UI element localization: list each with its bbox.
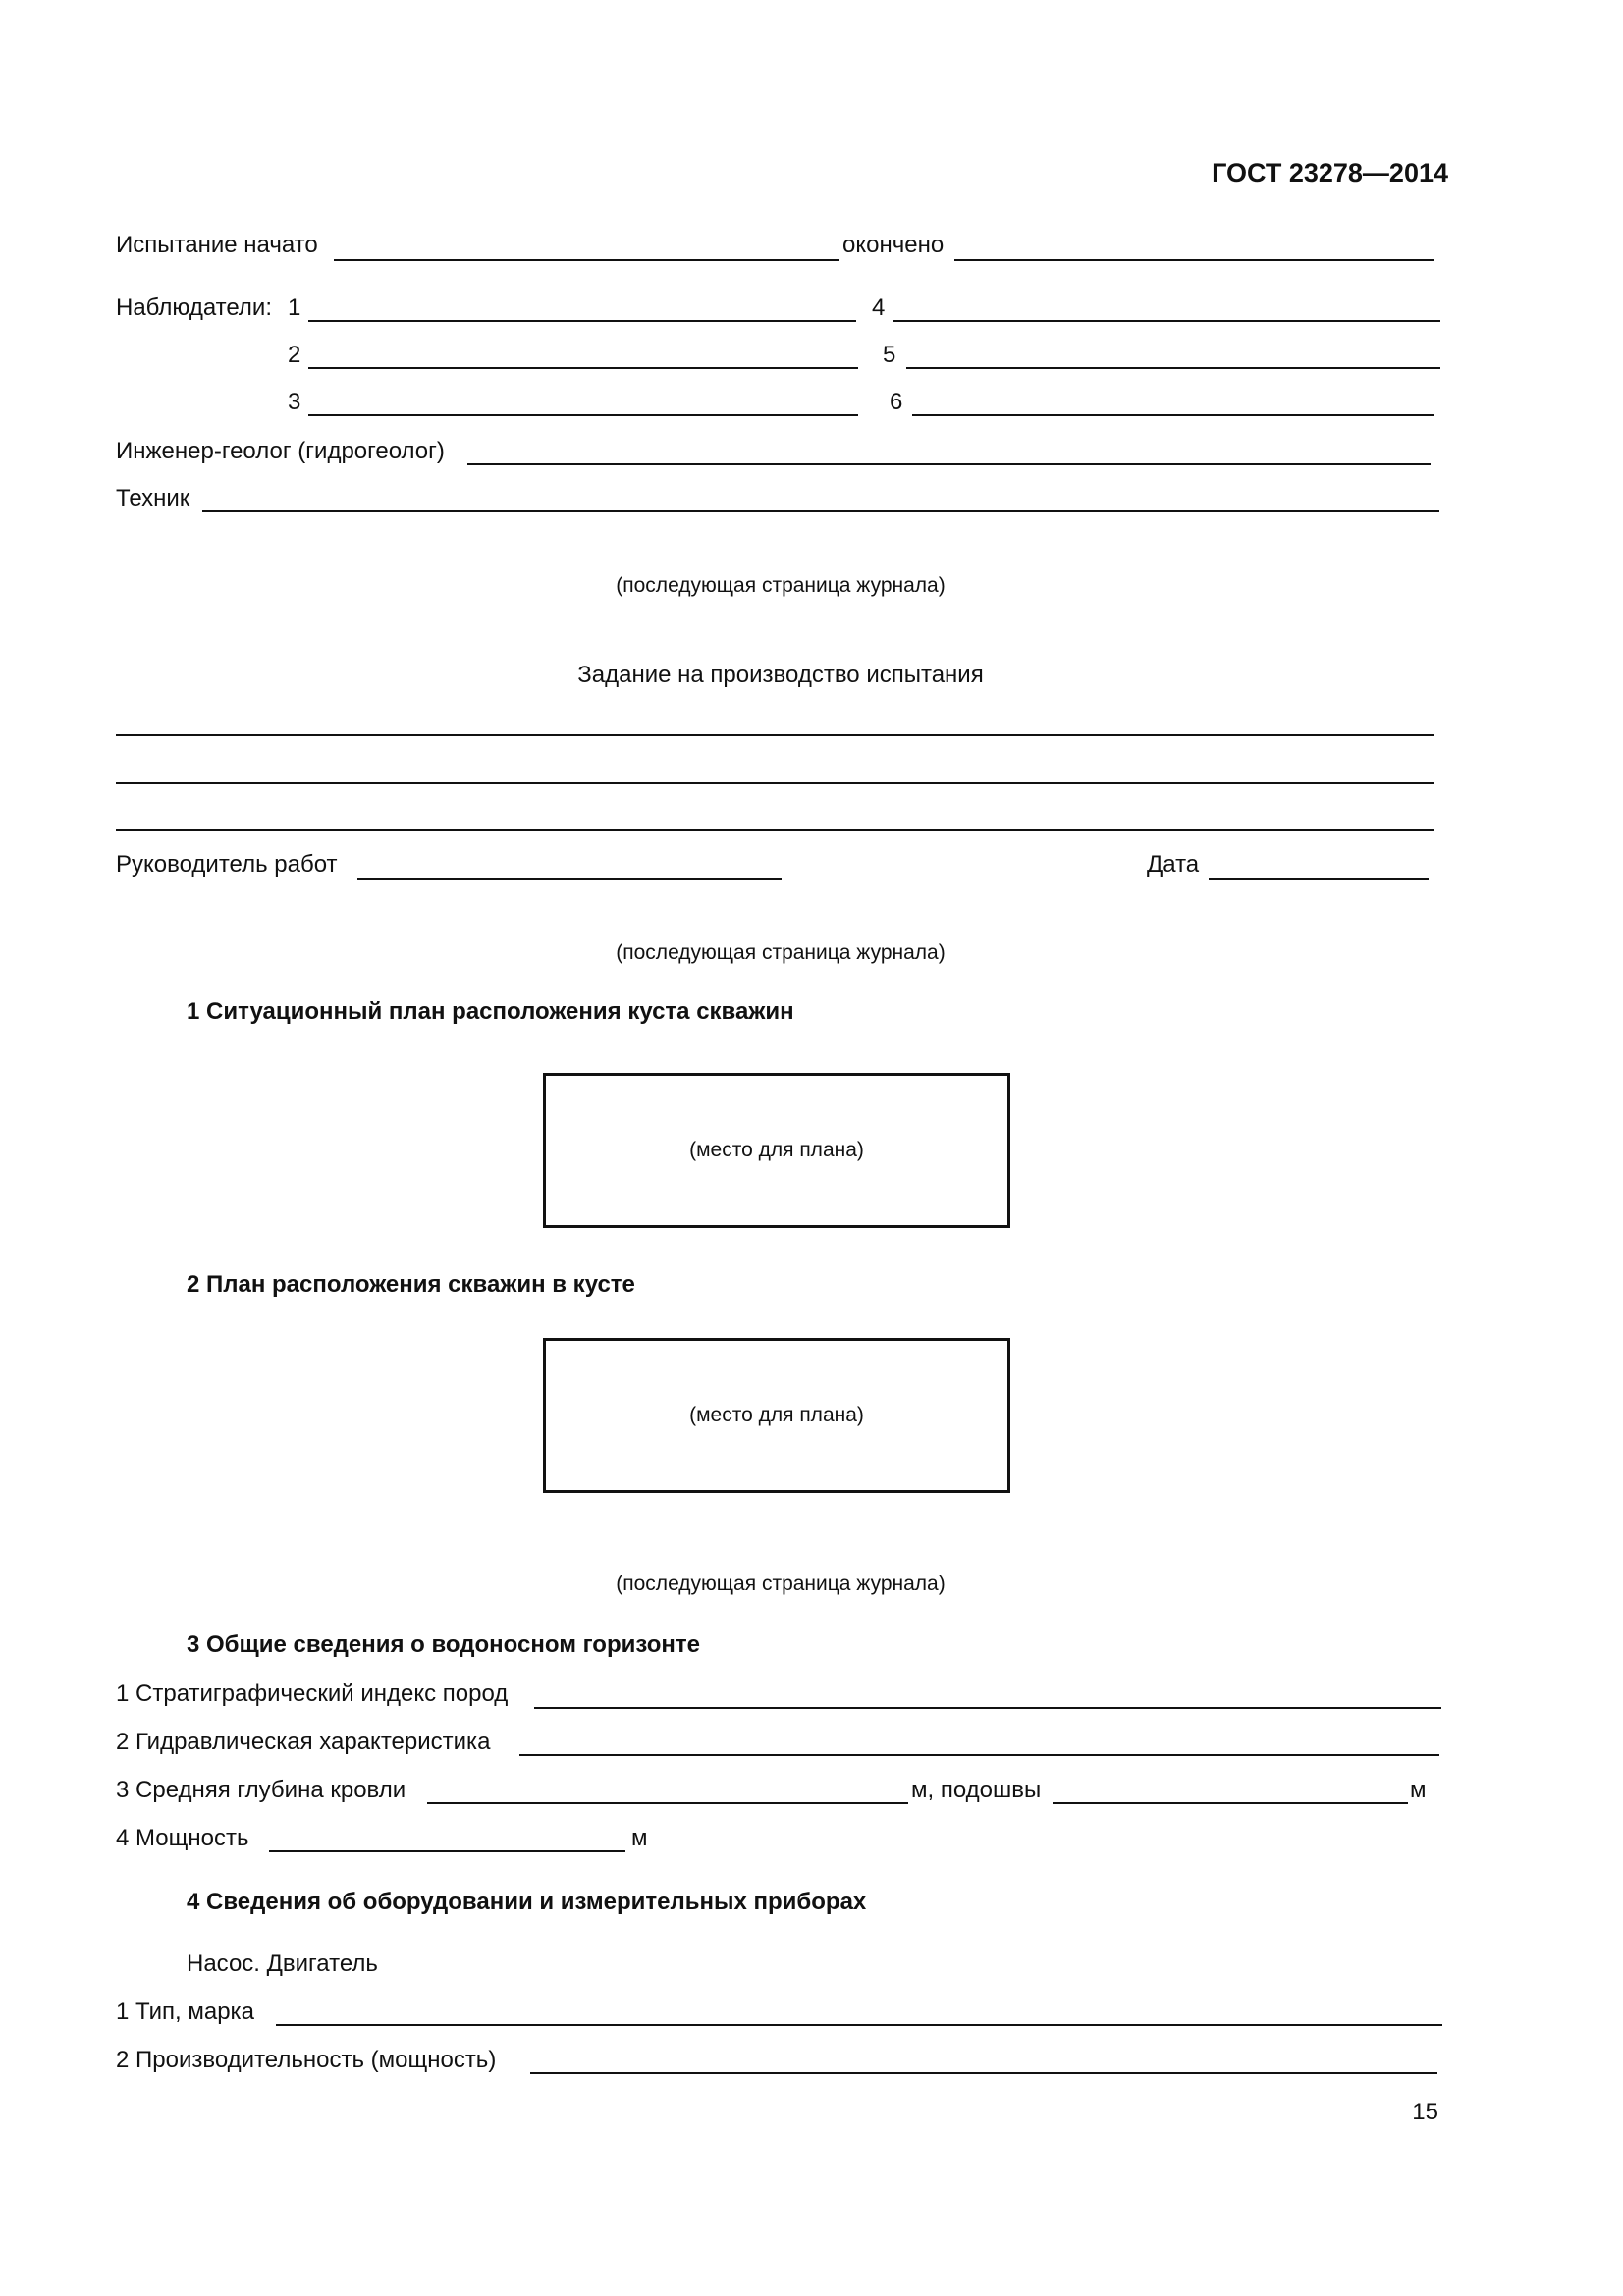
- section-1-title: 1 Ситуационный план расположения куста скважин: [187, 998, 794, 1025]
- observer-number-4: 4: [872, 294, 886, 321]
- observer-3-field[interactable]: [308, 414, 858, 416]
- date-label: Дата: [1147, 851, 1200, 878]
- technician-label: Техник: [116, 485, 190, 511]
- roof-depth-label: 3 Средняя глубина кровли: [116, 1777, 406, 1803]
- manager-field[interactable]: [357, 878, 782, 880]
- capacity-label: 2 Производительность (мощность): [116, 2047, 497, 2073]
- test-ended-field[interactable]: [954, 259, 1434, 261]
- page-number: 15: [1412, 2099, 1438, 2125]
- observers-label: Наблюдатели:: [116, 294, 272, 321]
- strat-index-field[interactable]: [534, 1707, 1441, 1709]
- engineer-field[interactable]: [467, 463, 1431, 465]
- task-line-1[interactable]: [116, 734, 1434, 736]
- observer-2-field[interactable]: [308, 367, 858, 369]
- plan-placeholder-1: (место для плана): [689, 1139, 864, 1161]
- thickness-label: 4 Мощность: [116, 1825, 249, 1851]
- task-title: Задание на производство испытания: [577, 662, 984, 688]
- type-brand-field[interactable]: [276, 2024, 1442, 2026]
- observer-number-6: 6: [890, 389, 903, 415]
- plan-placeholder-2: (место для плана): [689, 1404, 864, 1426]
- manager-label: Руководитель работ: [116, 851, 338, 878]
- pump-engine-subtitle: Насос. Двигатель: [187, 1950, 378, 1977]
- task-line-2[interactable]: [116, 782, 1434, 784]
- date-field[interactable]: [1209, 878, 1429, 880]
- observer-6-field[interactable]: [912, 414, 1434, 416]
- bottom-depth-field[interactable]: [1053, 1802, 1408, 1804]
- type-brand-label: 1 Тип, марка: [116, 1999, 254, 2025]
- hydraulic-field[interactable]: [519, 1754, 1439, 1756]
- section-4-title: 4 Сведения об оборудовании и измерительных приборах: [187, 1889, 867, 1915]
- wells-plan-box: [543, 1338, 1010, 1493]
- thickness-field[interactable]: [269, 1850, 625, 1852]
- observer-number-5: 5: [883, 342, 896, 368]
- document-number: ГОСТ 23278—2014: [1212, 158, 1448, 187]
- observer-4-field[interactable]: [893, 320, 1440, 322]
- observer-5-field[interactable]: [906, 367, 1440, 369]
- thickness-unit: м: [631, 1825, 648, 1851]
- bottom-depth-unit: м: [1410, 1777, 1427, 1803]
- section-2-title: 2 План расположения скважин в кусте: [187, 1271, 635, 1298]
- next-page-note-1: (последующая страница журнала): [616, 574, 946, 597]
- test-started-label: Испытание начато: [116, 232, 318, 258]
- observer-1-field[interactable]: [308, 320, 856, 322]
- test-started-field[interactable]: [334, 259, 839, 261]
- observer-number-3: 3: [288, 389, 301, 415]
- section-3-title: 3 Общие сведения о водоносном горизонте: [187, 1631, 700, 1658]
- observer-number-1: 1: [288, 294, 301, 321]
- hydraulic-label: 2 Гидравлическая характеристика: [116, 1729, 491, 1755]
- task-line-3[interactable]: [116, 829, 1434, 831]
- capacity-field[interactable]: [530, 2072, 1437, 2074]
- next-page-note-2: (последующая страница журнала): [616, 941, 946, 964]
- technician-field[interactable]: [202, 510, 1439, 512]
- engineer-label: Инженер-геолог (гидрогеолог): [116, 438, 445, 464]
- test-ended-label: окончено: [842, 232, 945, 258]
- strat-index-label: 1 Стратиграфический индекс пород: [116, 1681, 509, 1707]
- roof-depth-field[interactable]: [427, 1802, 908, 1804]
- observer-number-2: 2: [288, 342, 301, 368]
- bottom-depth-label: м, подошвы: [911, 1777, 1042, 1803]
- situation-plan-box: [543, 1073, 1010, 1228]
- next-page-note-3: (последующая страница журнала): [616, 1573, 946, 1595]
